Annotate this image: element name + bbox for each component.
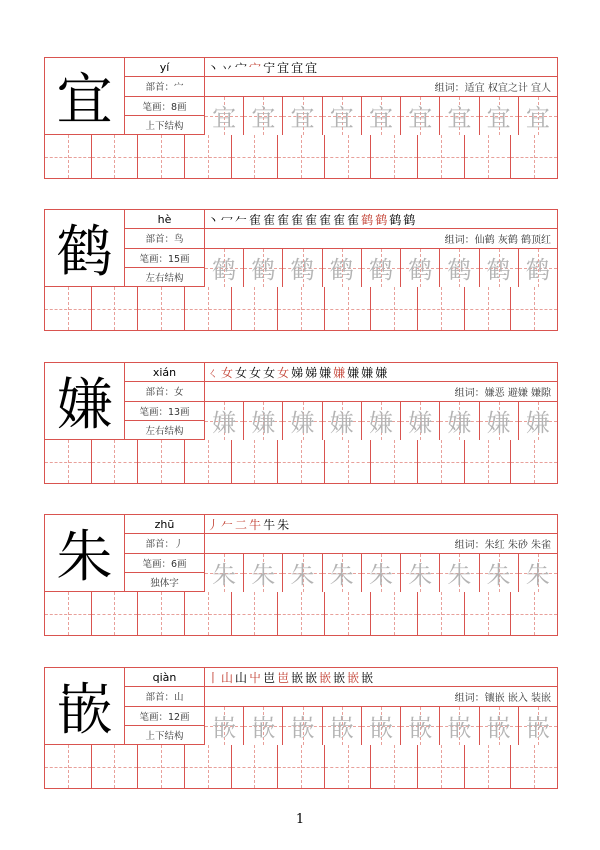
practice-cell	[45, 592, 92, 635]
practice-cell	[325, 745, 372, 788]
practice-cell	[278, 440, 325, 483]
trace-cell	[283, 249, 322, 288]
trace-character: 宜	[368, 104, 393, 133]
trace-character: 嵌	[290, 714, 315, 743]
stroke-step: 嵌	[347, 670, 360, 685]
trace-cell	[362, 707, 401, 746]
trace-cell	[401, 97, 440, 136]
trace-cell	[480, 97, 519, 136]
trace-row	[205, 707, 557, 746]
stroke-step: 岜	[263, 670, 276, 685]
character-block	[44, 667, 558, 789]
trace-character: 宜	[290, 104, 315, 133]
trace-character: 鹤	[408, 256, 433, 285]
practice-row	[45, 135, 557, 178]
practice-cell	[45, 135, 92, 178]
stroke-step: 嵌	[361, 670, 374, 685]
radical: 部首：宀	[125, 77, 204, 96]
main-character: 宜	[45, 58, 125, 135]
stroke-step: 隺	[319, 212, 332, 227]
trace-character: 鹤	[368, 256, 393, 285]
stroke-step: 嫌	[347, 365, 360, 380]
trace-character: 嫌	[368, 409, 393, 438]
trace-cell	[205, 97, 244, 136]
trace-cell	[283, 97, 322, 136]
character-info	[125, 515, 205, 592]
stroke-step: 山	[235, 670, 248, 685]
structure: 上下结构	[145, 121, 184, 133]
character-info	[125, 210, 205, 287]
trace-cell	[205, 249, 244, 288]
practice-cell	[138, 135, 185, 178]
word-examples: 组词：朱红 朱砂 朱雀	[205, 534, 557, 553]
trace-character: 宜	[525, 104, 550, 133]
trace-character: 鹤	[212, 256, 237, 285]
stroke-step: 隺	[263, 212, 276, 227]
word-examples: 组词：适宜 权宜之计 宜人	[205, 77, 557, 96]
stroke-step: 冖	[221, 212, 234, 227]
trace-cell	[283, 554, 322, 593]
character-block	[44, 514, 558, 636]
trace-character: 朱	[212, 561, 237, 590]
stroke-order-row	[205, 515, 557, 534]
practice-cell	[138, 745, 185, 788]
stroke-step: 嫌	[361, 365, 374, 380]
stroke-step: 宀	[235, 60, 248, 75]
stroke-step: 隺	[305, 212, 318, 227]
radical: 部首：山	[125, 687, 204, 706]
pinyin: hè	[125, 210, 204, 229]
trace-cell	[244, 97, 283, 136]
stroke-step: 𠂉	[235, 212, 248, 227]
stroke-step: 山	[221, 670, 234, 685]
pinyin: xián	[125, 363, 204, 382]
structure: 独体字	[150, 578, 179, 590]
practice-cell	[418, 592, 465, 635]
practice-cell	[278, 745, 325, 788]
stroke-step: 宜	[291, 60, 304, 75]
trace-cell	[244, 707, 283, 746]
stroke-step: 嵌	[305, 670, 318, 685]
stroke-step: 丨	[207, 670, 220, 685]
character-block	[44, 209, 558, 331]
trace-character: 朱	[486, 561, 511, 590]
trace-character: 鹤	[290, 256, 315, 285]
stroke-step: 朱	[277, 517, 290, 532]
stroke-step: 女	[263, 365, 276, 380]
trace-row	[205, 249, 557, 288]
trace-character: 嫌	[447, 409, 472, 438]
trace-cell	[244, 249, 283, 288]
trace-cell	[283, 707, 322, 746]
stroke-step: 宁	[263, 60, 276, 75]
trace-cell	[244, 402, 283, 441]
trace-cell	[519, 249, 557, 288]
practice-cell	[92, 745, 139, 788]
trace-cell	[323, 97, 362, 136]
trace-character: 嫌	[212, 409, 237, 438]
stroke-step: 鹤	[361, 212, 374, 227]
practice-cell	[371, 745, 418, 788]
trace-character: 朱	[290, 561, 315, 590]
character-info	[125, 363, 205, 440]
practice-cell	[232, 745, 279, 788]
practice-cell	[185, 745, 232, 788]
practice-cell	[511, 745, 557, 788]
character-info	[125, 58, 205, 135]
trace-character: 宜	[212, 104, 237, 133]
practice-cell	[185, 287, 232, 330]
word-examples: 组词：仙鹤 灰鹤 鹤顶红	[205, 229, 557, 248]
practice-cell	[92, 135, 139, 178]
stroke-step: 𠂉	[221, 517, 234, 532]
character-info	[125, 668, 205, 745]
trace-character: 宜	[329, 104, 354, 133]
trace-cell	[480, 249, 519, 288]
practice-cell	[45, 745, 92, 788]
practice-cell	[278, 135, 325, 178]
practice-cell	[45, 440, 92, 483]
stroke-step: 隺	[249, 212, 262, 227]
trace-character: 朱	[251, 561, 276, 590]
practice-cell	[278, 287, 325, 330]
trace-character: 鹤	[525, 256, 550, 285]
stroke-step: 宜	[305, 60, 318, 75]
practice-cell	[511, 592, 557, 635]
trace-cell	[440, 554, 479, 593]
stroke-step: 娣	[305, 365, 318, 380]
character-block	[44, 57, 558, 179]
trace-cell	[519, 554, 557, 593]
trace-character: 嵌	[408, 714, 433, 743]
trace-character: 朱	[447, 561, 472, 590]
stroke-step: 隺	[333, 212, 346, 227]
trace-cell	[440, 707, 479, 746]
practice-cell	[325, 135, 372, 178]
stroke-step: 嫌	[333, 365, 346, 380]
practice-cell	[45, 287, 92, 330]
stroke-step: 丷	[221, 60, 234, 75]
trace-character: 嫌	[251, 409, 276, 438]
stroke-step: 宀	[249, 60, 262, 75]
stroke-step: 丶	[207, 60, 220, 75]
practice-cell	[325, 287, 372, 330]
trace-cell	[323, 402, 362, 441]
stroke-step: 嵌	[333, 670, 346, 685]
practice-cell	[138, 592, 185, 635]
practice-cell	[465, 592, 512, 635]
trace-character: 鹤	[251, 256, 276, 285]
practice-cell	[92, 440, 139, 483]
trace-character: 嵌	[251, 714, 276, 743]
stroke-step: 嫌	[375, 365, 388, 380]
trace-cell	[205, 707, 244, 746]
stroke-step: 屮	[249, 670, 262, 685]
trace-character: 宜	[408, 104, 433, 133]
practice-cell	[511, 440, 557, 483]
trace-character: 宜	[447, 104, 472, 133]
trace-character: 宜	[486, 104, 511, 133]
structure: 左右结构	[145, 273, 184, 285]
page-number: 1	[295, 812, 305, 827]
stroke-step: 牛	[249, 517, 262, 532]
trace-character: 嫌	[486, 409, 511, 438]
pinyin: zhū	[125, 515, 204, 534]
practice-cell	[511, 135, 557, 178]
trace-cell	[440, 249, 479, 288]
trace-cell	[480, 554, 519, 593]
trace-cell	[440, 97, 479, 136]
radical: 部首：女	[125, 382, 204, 401]
practice-cell	[465, 287, 512, 330]
stroke-step: 牛	[263, 517, 276, 532]
word-examples: 组词：镶嵌 嵌入 装嵌	[205, 687, 557, 706]
structure: 左右结构	[145, 426, 184, 438]
stroke-step: 嵌	[291, 670, 304, 685]
practice-cell	[325, 440, 372, 483]
trace-cell	[401, 554, 440, 593]
trace-cell	[401, 402, 440, 441]
practice-cell	[185, 592, 232, 635]
practice-cell	[138, 287, 185, 330]
stroke-step: 嵌	[319, 670, 332, 685]
stroke-step: 女	[277, 365, 290, 380]
practice-cell	[92, 287, 139, 330]
main-character: 鹤	[45, 210, 125, 287]
practice-cell	[418, 287, 465, 330]
stroke-step: 女	[235, 365, 248, 380]
practice-cell	[185, 440, 232, 483]
practice-cell	[418, 440, 465, 483]
practice-cell	[418, 745, 465, 788]
trace-cell	[362, 402, 401, 441]
practice-cell	[138, 440, 185, 483]
stroke-count: 笔画：12画	[125, 707, 204, 726]
trace-cell	[283, 402, 322, 441]
trace-character: 朱	[408, 561, 433, 590]
trace-cell	[205, 554, 244, 593]
stroke-order-row	[205, 363, 557, 382]
trace-character: 嵌	[212, 714, 237, 743]
practice-cell	[325, 592, 372, 635]
practice-cell	[232, 592, 279, 635]
stroke-step: 隺	[347, 212, 360, 227]
practice-cell	[465, 135, 512, 178]
pinyin: qiàn	[125, 668, 204, 687]
practice-cell	[232, 287, 279, 330]
stroke-step: 鹤	[389, 212, 402, 227]
stroke-step: 女	[249, 365, 262, 380]
trace-cell	[244, 554, 283, 593]
stroke-step: 丿	[207, 517, 220, 532]
trace-cell	[362, 97, 401, 136]
practice-cell	[232, 135, 279, 178]
practice-cell	[371, 440, 418, 483]
stroke-step: 二	[235, 517, 248, 532]
practice-cell	[92, 592, 139, 635]
trace-character: 嫌	[329, 409, 354, 438]
trace-cell	[323, 554, 362, 593]
practice-row	[45, 592, 557, 635]
stroke-step: 隺	[277, 212, 290, 227]
trace-character: 嫌	[408, 409, 433, 438]
stroke-step: 宜	[277, 60, 290, 75]
trace-character: 朱	[368, 561, 393, 590]
stroke-step: 鹤	[403, 212, 416, 227]
radical: 部首：丿	[125, 534, 204, 553]
practice-cell	[371, 287, 418, 330]
trace-cell	[323, 249, 362, 288]
stroke-step: ㄑ	[207, 365, 220, 380]
stroke-count: 笔画：8画	[125, 97, 204, 116]
trace-character: 嵌	[486, 714, 511, 743]
practice-cell	[185, 135, 232, 178]
practice-cell	[465, 745, 512, 788]
trace-cell	[480, 707, 519, 746]
trace-cell	[519, 707, 557, 746]
trace-character: 嵌	[525, 714, 550, 743]
stroke-step: 嫌	[319, 365, 332, 380]
stroke-order-row	[205, 58, 557, 77]
stroke-count: 笔画：6画	[125, 554, 204, 573]
stroke-step: 丶	[207, 212, 220, 227]
trace-character: 嫌	[525, 409, 550, 438]
stroke-order-row	[205, 210, 557, 229]
trace-character: 鹤	[486, 256, 511, 285]
trace-character: 宜	[251, 104, 276, 133]
character-block	[44, 362, 558, 484]
practice-row	[45, 287, 557, 330]
trace-cell	[362, 554, 401, 593]
trace-cell	[401, 249, 440, 288]
practice-cell	[511, 287, 557, 330]
trace-cell	[205, 402, 244, 441]
pinyin: yí	[125, 58, 204, 77]
trace-row	[205, 97, 557, 136]
word-examples: 组词：嫌恶 避嫌 嫌隙	[205, 382, 557, 401]
stroke-count: 笔画：13画	[125, 402, 204, 421]
trace-row	[205, 402, 557, 441]
stroke-step: 岜	[277, 670, 290, 685]
structure: 上下结构	[145, 731, 184, 743]
trace-character: 鹤	[447, 256, 472, 285]
trace-cell	[480, 402, 519, 441]
trace-cell	[519, 402, 557, 441]
trace-row	[205, 554, 557, 593]
main-character: 嫌	[45, 363, 125, 440]
stroke-step: 女	[221, 365, 234, 380]
trace-cell	[519, 97, 557, 136]
trace-character: 鹤	[329, 256, 354, 285]
stroke-step: 隺	[291, 212, 304, 227]
trace-character: 嵌	[447, 714, 472, 743]
stroke-count: 笔画：15画	[125, 249, 204, 268]
stroke-step: 鹤	[375, 212, 388, 227]
stroke-step: 娣	[291, 365, 304, 380]
trace-cell	[401, 707, 440, 746]
trace-character: 朱	[525, 561, 550, 590]
trace-character: 朱	[329, 561, 354, 590]
trace-character: 嫌	[290, 409, 315, 438]
trace-cell	[323, 707, 362, 746]
trace-cell	[362, 249, 401, 288]
stroke-order-row	[205, 668, 557, 687]
practice-cell	[232, 440, 279, 483]
practice-cell	[465, 440, 512, 483]
practice-cell	[278, 592, 325, 635]
main-character: 嵌	[45, 668, 125, 745]
trace-character: 嵌	[329, 714, 354, 743]
practice-row	[45, 440, 557, 483]
main-character: 朱	[45, 515, 125, 592]
trace-character: 嵌	[368, 714, 393, 743]
practice-cell	[418, 135, 465, 178]
trace-cell	[440, 402, 479, 441]
radical: 部首：鸟	[125, 229, 204, 248]
practice-row	[45, 745, 557, 788]
practice-cell	[371, 592, 418, 635]
practice-cell	[371, 135, 418, 178]
